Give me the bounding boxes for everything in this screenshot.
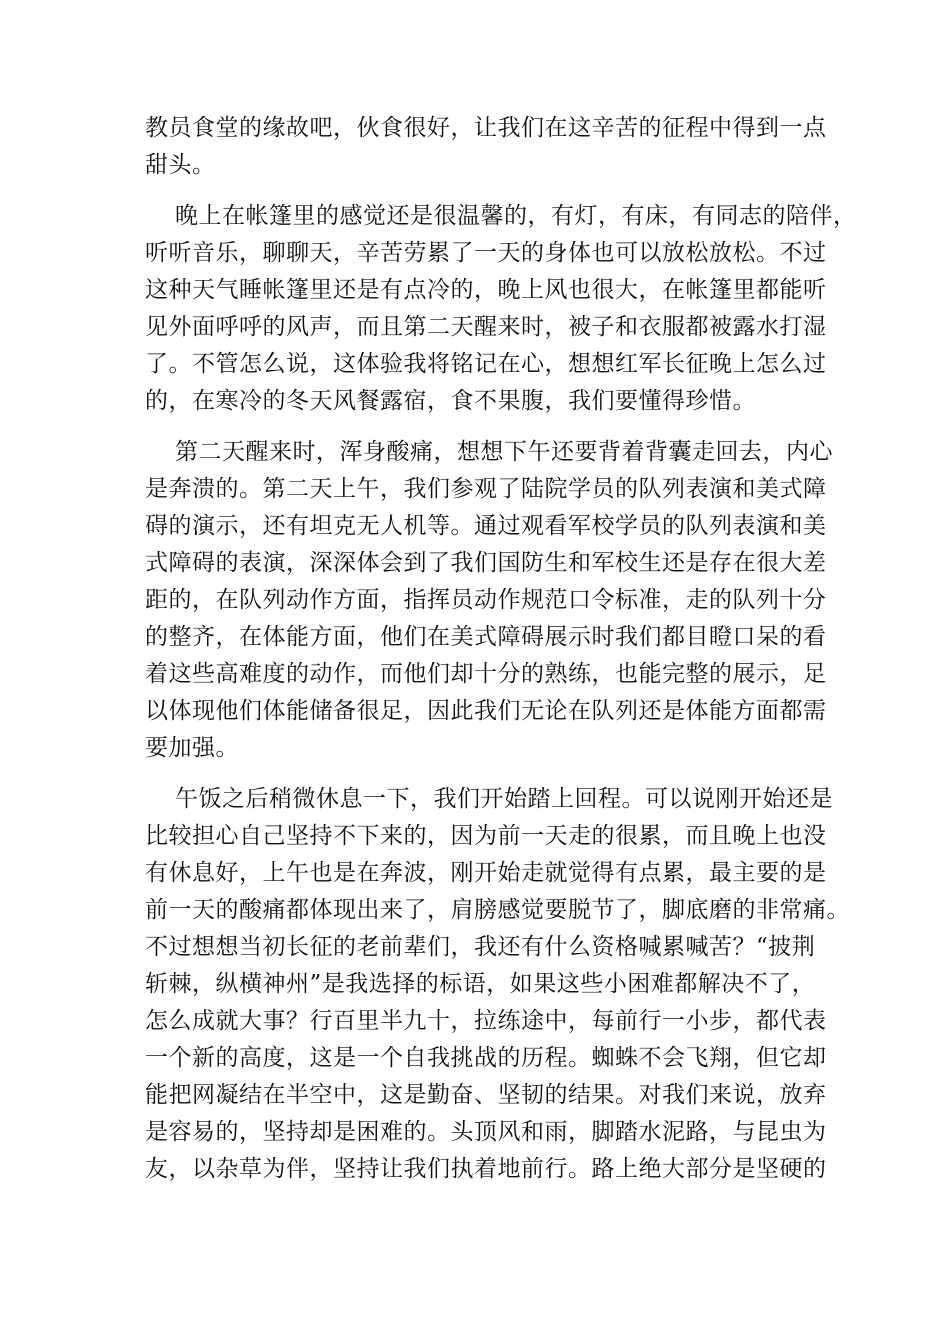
text-line: 斩棘，纵横神州”是我选择的标语，如果这些小困难都解决不了， xyxy=(145,971,816,997)
paragraph-1 xyxy=(145,110,827,184)
text-line: 了。不管怎么说，这体验我将铭记在心，想想红军长征晚上怎么过 xyxy=(145,351,827,377)
text-line: 教员食堂的缘故吧，伙食很好，让我们在这辛苦的征程中得到一点 xyxy=(145,115,827,141)
text-line: 有休息好，上午也是在奔波，刚开始走就觉得有点累，最主要的是 xyxy=(145,860,827,886)
text-line: 式障碍的表演，深深体会到了我们国防生和军校生还是存在很大差 xyxy=(145,550,827,576)
text-line: 怎么成就大事？行百里半九十，拉练途中，每前行一小步，都代表 xyxy=(145,1008,827,1034)
text-line: 着这些高难度的动作，而他们却十分的熟练，也能完整的展示，足 xyxy=(145,661,827,687)
text-line: 午饭之后稍微休息一下，我们开始踏上回程。可以说刚开始还是 xyxy=(175,786,833,812)
text-line: 能把网凝结在半空中，这是勤奋、坚韧的结果。对我们来说，放弃 xyxy=(145,1082,827,1108)
text-line: 不过想想当初长征的老前辈们，我还有什么资格喊累喊苦？“披荆 xyxy=(145,934,816,960)
text-line: 一个新的高度，这是一个自我挑战的历程。蜘蛛不会飞翔，但它却 xyxy=(145,1045,827,1071)
text-line: 第二天醒来时，浑身酸痛，想想下午还要背着背囊走回去，内心 xyxy=(175,439,833,465)
text-line: 是奔溃的。第二天上午，我们参观了陆院学员的队列表演和美式障 xyxy=(145,476,827,502)
text-line: 晚上在帐篷里的感觉还是很温馨的，有灯，有床，有同志的陪伴， xyxy=(175,203,857,229)
text-line: 是容易的，坚持却是困难的。头顶风和雨，脚踏水泥路，与昆虫为 xyxy=(145,1119,827,1145)
text-line: 的，在寒冷的冬天风餐露宿，食不果腹，我们要懂得珍惜。 xyxy=(145,388,756,414)
text-line: 要加强。 xyxy=(145,735,239,761)
paragraph-2 xyxy=(145,198,857,420)
text-line: 以体现他们体能储备很足，因此我们无论在队列还是体能方面都需 xyxy=(145,698,827,724)
text-line: 碍的演示，还有坦克无人机等。通过观看军校学员的队列表演和美 xyxy=(145,513,827,539)
paragraph-4 xyxy=(145,781,850,1188)
paragraph-3 xyxy=(145,434,833,767)
text-line: 听听音乐，聊聊天，辛苦劳累了一天的身体也可以放松放松。不过 xyxy=(145,240,827,266)
text-line: 见外面呼呼的风声，而且第二天醒来时，被子和衣服都被露水打湿 xyxy=(145,314,827,340)
text-line: 甜头。 xyxy=(145,152,216,178)
text-line: 这种天气睡帐篷里还是有点冷的，晚上风也很大，在帐篷里都能听 xyxy=(145,277,827,303)
text-line: 比较担心自己坚持不下来的，因为前一天走的很累，而且晚上也没 xyxy=(145,823,827,849)
text-line: 友，以杂草为伴，坚持让我们执着地前行。路上绝大部分是坚硬的 xyxy=(145,1156,827,1182)
document-body xyxy=(145,110,857,1202)
text-line: 的整齐，在体能方面，他们在美式障碍展示时我们都目瞪口呆的看 xyxy=(145,624,827,650)
text-line: 距的，在队列动作方面，指挥员动作规范口令标准，走的队列十分 xyxy=(145,587,827,613)
text-line: 前一天的酸痛都体现出来了，肩膀感觉要脱节了，脚底磨的非常痛。 xyxy=(145,897,850,923)
